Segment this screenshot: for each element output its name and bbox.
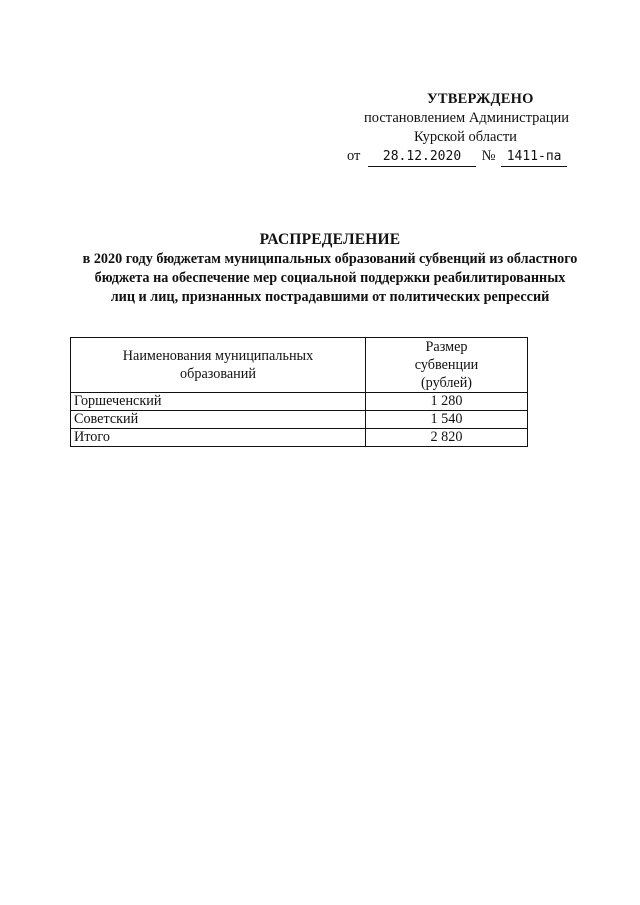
document-heading <box>60 230 600 307</box>
header-line: Наименования муниципальных <box>122 348 314 364</box>
header-line: субвенции <box>414 357 479 373</box>
approval-number: 1411-па <box>501 147 567 167</box>
subtitle-line: в 2020 году бюджетам муниципальных образований субвенций из областного <box>82 251 578 267</box>
approval-region: Курской области <box>414 129 517 145</box>
header-line: (рублей) <box>420 375 473 391</box>
approval-block <box>330 90 600 167</box>
subtitle-line: лиц и лиц, признанных пострадавшими от политических репрессий <box>110 289 550 305</box>
municipality-name: Горшеченский <box>71 393 366 411</box>
document-title: РАСПРЕДЕЛЕНИЕ <box>259 231 401 248</box>
column-header-amount <box>366 338 528 393</box>
column-header-name <box>71 338 366 393</box>
subvention-amount: 1 540 <box>366 411 528 429</box>
approval-date: 28.12.2020 <box>368 147 476 167</box>
approval-date-line <box>347 147 600 167</box>
approval-issuer: постановлением Администрации <box>364 110 570 126</box>
date-prefix: от <box>347 148 361 164</box>
table-header-row <box>71 338 528 393</box>
total-label: Итого <box>71 429 366 447</box>
header-line: Размер <box>425 339 468 355</box>
subtitle-line: бюджета на обеспечение мер социальной поддержки реабилитированных <box>94 270 566 286</box>
header-line: образований <box>180 366 256 382</box>
approval-title: УТВЕРЖДЕНО <box>427 91 534 107</box>
number-prefix: № <box>481 148 496 164</box>
table-row <box>71 393 528 411</box>
distribution-table <box>70 337 528 447</box>
municipality-name: Советский <box>71 411 366 429</box>
total-amount: 2 820 <box>366 429 528 447</box>
table-row-total <box>71 429 528 447</box>
table-row <box>71 411 528 429</box>
document-subtitle <box>60 250 600 307</box>
subvention-amount: 1 280 <box>366 393 528 411</box>
